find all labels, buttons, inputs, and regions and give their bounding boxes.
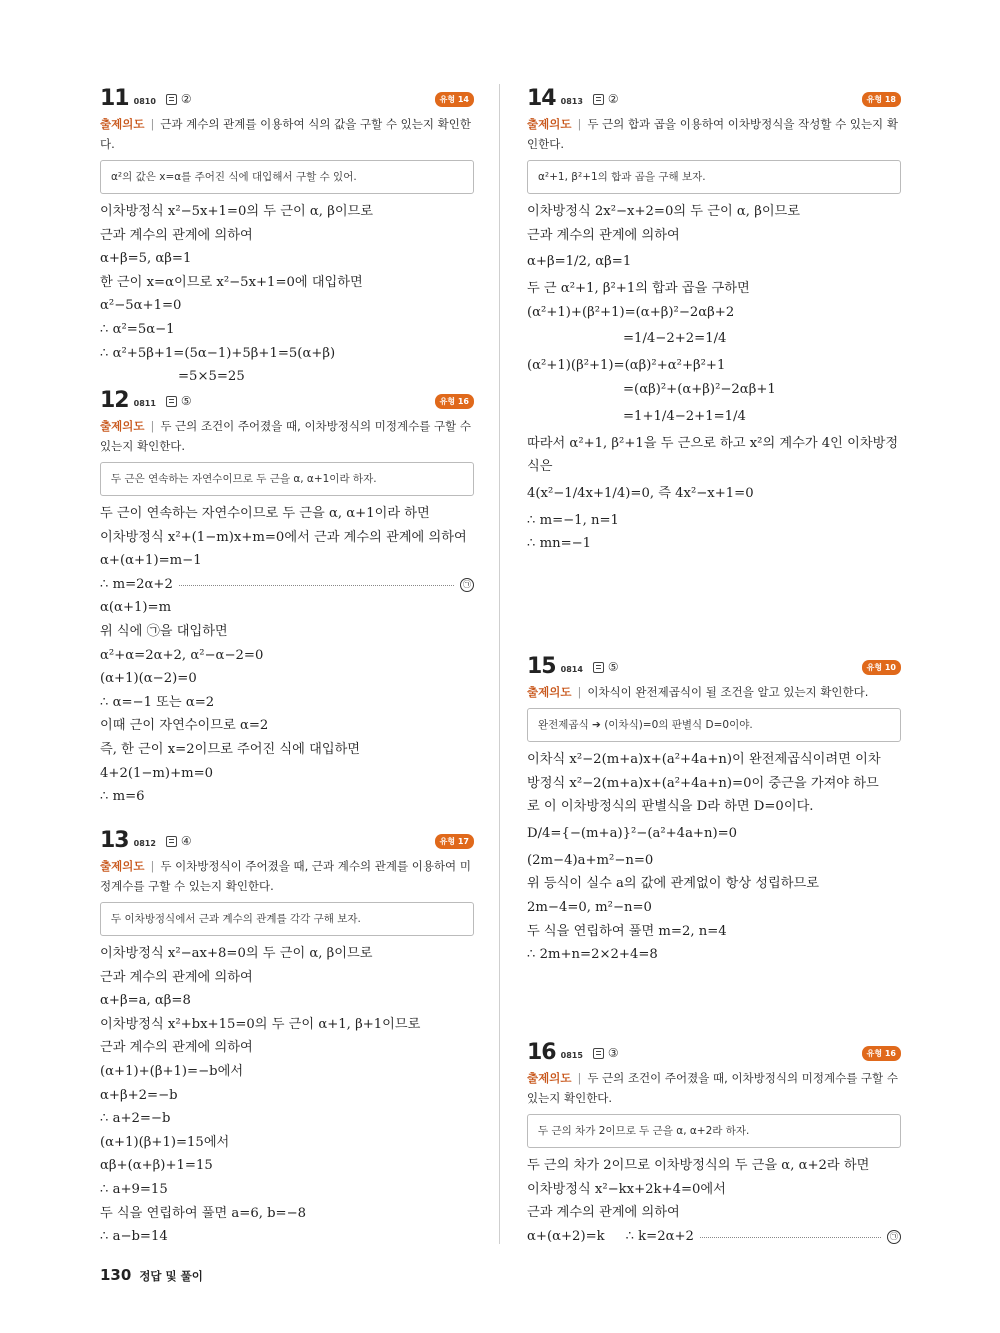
solution-line: 이차방정식 x²+bx+15=0의 두 근이 α+1, β+1이므로	[100, 1016, 421, 1032]
circled-mark: ㉠	[460, 578, 474, 592]
problem-11	[100, 84, 474, 386]
intent-text: 두 근의 합과 곱을 이용하여 이차방정식을 작성할 수 있는지 확인한다.	[527, 117, 898, 151]
solution-line: 이차방정식 2x²−x+2=0의 두 근이 α, β이므로	[527, 204, 801, 219]
solution-line: (α+1)(α−2)=0	[100, 671, 197, 687]
intent-text: 두 이차방정식이 주어졌을 때, 근과 계수의 관계를 이용하여 미정계수를 구할 수 있는지 확인한다.	[100, 859, 471, 893]
solution-line: 두 근의 차가 2이므로 이차방정식의 두 근을 α, α+2라 하면	[527, 1158, 870, 1173]
solution-line: α+β=5, αβ=1	[100, 251, 192, 267]
problem-code: 0814	[560, 664, 583, 674]
hint-box: α²의 값은 x=α를 주어진 식에 대입해서 구할 수 있어.	[100, 160, 474, 194]
solution-line: 이차방정식 x²−kx+2k+4=0에서	[527, 1181, 726, 1197]
solution-line: 4+2(1−m)+m=0	[100, 765, 214, 781]
solution-line: ∴ a+2=−b	[100, 1111, 171, 1127]
problem-15	[527, 652, 901, 1038]
solution-line: αβ+(α+β)+1=15	[100, 1158, 213, 1174]
answer-value: ③	[607, 1046, 619, 1060]
solution-line: (α+1)+(β+1)=−b에서	[100, 1063, 244, 1079]
intent-text: 근과 계수의 관계를 이용하여 식의 값을 구할 수 있는지 확인한다.	[100, 117, 471, 151]
solution-line: 위 등식이 실수 a의 값에 관계없이 항상 성립하므로	[527, 876, 819, 892]
solution-line: 한 근이 x=α이므로 x²−5x+1=0에 대입하면	[100, 274, 363, 290]
problem-code: 0810	[133, 96, 156, 106]
answer-icon	[166, 836, 177, 847]
dot-leader	[179, 584, 454, 586]
circled-mark: ㉠	[887, 1230, 901, 1244]
problem-number: 12	[100, 387, 129, 413]
intent: 출제의도 | 두 근의 합과 곱을 이용하여 이차방정식을 작성할 수 있는지 확인한다.	[527, 117, 898, 151]
solution	[100, 942, 474, 1249]
answer-icon	[166, 396, 177, 407]
solution-line: 이차방정식 x²−ax+8=0의 두 근이 α, β이므로	[100, 946, 373, 961]
solution	[100, 200, 474, 389]
intent-text: 두 근의 조건이 주어졌을 때, 이차방정식의 미정계수를 구할 수 있는지 확인한다.	[527, 1071, 898, 1105]
solution-line-text: α+(α+2)=k ∴ k=2α+2	[527, 1228, 694, 1244]
problem-header	[527, 84, 901, 112]
solution-line: ∴ 2m+n=2×2+4=8	[527, 947, 658, 963]
hint-box: 두 이차방정식에서 근과 계수의 관계를 각각 구해 보자.	[100, 902, 474, 936]
solution-line: (2m−4)a+m²−n=0	[527, 852, 654, 868]
answer-value: ④	[180, 834, 192, 848]
solution-line: 이차식 x²−2(m+a)x+(a²+4a+n)이 완전제곱식이려면 이차	[527, 752, 881, 767]
solution-line: α+β=1/2, αβ=1	[527, 254, 632, 270]
solution-line: ∴ m=6	[100, 789, 145, 805]
solution-line: ∴ α=−1 또는 α=2	[100, 694, 215, 710]
type-badge: 유형 14	[435, 92, 474, 107]
problem-code: 0811	[133, 398, 156, 408]
solution-line: α+β+2=−b	[100, 1087, 178, 1103]
intent: 출제의도 | 두 근의 조건이 주어졌을 때, 이차방정식의 미정계수를 구할 수 있는지 확인한다.	[527, 1071, 898, 1105]
solution-line: 이차방정식 x²−5x+1=0의 두 근이 α, β이므로	[100, 204, 374, 219]
solution-line: =(αβ)²+(α+β)²−2αβ+1	[623, 381, 776, 397]
solution-line: α+(α+1)=m−1	[100, 553, 202, 569]
intent-text: 이차식이 완전제곱식이 될 조건을 알고 있는지 확인한다.	[587, 685, 869, 699]
solution-line: 4(x²−1/4x+1/4)=0, 즉 4x²−x+1=0	[527, 485, 754, 501]
problem-12	[100, 386, 474, 826]
solution	[527, 748, 901, 967]
problem-number: 13	[100, 827, 129, 853]
solution-line: 두 근이 연속하는 자연수이므로 두 근을 α, α+1이라 하면	[100, 506, 430, 521]
hint-box: 두 근은 연속하는 자연수이므로 두 근을 α, α+1이라 하자.	[100, 462, 474, 496]
solution	[527, 1154, 901, 1248]
solution	[100, 502, 474, 809]
intent: 출제의도 | 두 근의 조건이 주어졌을 때, 이차방정식의 미정계수를 구할 수 있는지 확인한다.	[100, 419, 471, 453]
type-badge: 유형 16	[862, 1046, 901, 1061]
solution-line: 방정식 x²−2(m+a)x+(a²+4a+n)=0이 중근을 가져야 하므	[527, 775, 879, 791]
problem-header	[527, 1038, 901, 1066]
intent-label: 출제의도	[100, 117, 145, 131]
solution-line: 두 근 α²+1, β²+1의 합과 곱을 구하면	[527, 281, 750, 297]
page-footer	[100, 1266, 203, 1284]
problem-code: 0813	[560, 96, 583, 106]
solution-line: 로 이 이차방정식의 판별식을 D라 하면 D=0이다.	[527, 799, 814, 815]
problem-14	[527, 84, 901, 652]
hint-box: 두 근의 차가 2이므로 두 근을 α, α+2라 하자.	[527, 1114, 901, 1148]
intent: 출제의도 | 두 이차방정식이 주어졌을 때, 근과 계수의 관계를 이용하여 미정계수를 구할 수 있는지 확인한다.	[100, 859, 471, 893]
answer-icon	[166, 94, 177, 105]
left-column	[100, 84, 474, 1249]
solution-line: 두 식을 연립하여 풀면 m=2, n=4	[527, 923, 727, 939]
answer-value: ⑤	[180, 394, 192, 408]
solution-line: ∴ m=−1, n=1	[527, 512, 619, 528]
solution-line: ∴ α²=5α−1	[100, 321, 175, 337]
intent: 출제의도 | 이차식이 완전제곱식이 될 조건을 알고 있는지 확인한다.	[527, 685, 869, 699]
problem-number: 15	[527, 653, 556, 679]
solution-line: (α²+1)+(β²+1)=(α+β)²−2αβ+2	[527, 304, 735, 320]
solution-line: 이때 근이 자연수이므로 α=2	[100, 718, 269, 734]
solution-line: ∴ a+9=15	[100, 1181, 168, 1197]
column-divider	[499, 84, 500, 1244]
type-badge: 유형 10	[862, 660, 901, 675]
answer-value: ②	[607, 92, 619, 106]
solution-line: 근과 계수의 관계에 의하여	[100, 1040, 253, 1056]
intent-label: 출제의도	[100, 419, 145, 433]
solution-line: =1/4−2+2=1/4	[623, 331, 727, 347]
solution-line: =1+1/4−2+1=1/4	[623, 408, 746, 424]
problem-code: 0815	[560, 1050, 583, 1060]
problem-number: 16	[527, 1039, 556, 1065]
answer-icon	[593, 1048, 604, 1059]
solution-line: (α+1)(β+1)=15에서	[100, 1134, 230, 1150]
solution-line: 즉, 한 근이 x=2이므로 주어진 식에 대입하면	[100, 741, 361, 757]
solution-line: D/4={−(m+a)}²−(a²+4a+n)=0	[527, 825, 738, 841]
type-badge: 유형 17	[435, 834, 474, 849]
type-badge: 유형 16	[435, 394, 474, 409]
problem-code: 0812	[133, 838, 156, 848]
solution-line	[100, 573, 474, 597]
solution-line: 근과 계수의 관계에 의하여	[527, 1205, 680, 1221]
problem-16	[527, 1038, 901, 1248]
type-badge: 유형 18	[862, 92, 901, 107]
solution-line: α(α+1)=m	[100, 600, 172, 616]
intent-label: 출제의도	[527, 1071, 572, 1085]
right-column	[527, 84, 901, 1248]
solution-line: (α²+1)(β²+1)=(αβ)²+α²+β²+1	[527, 358, 726, 374]
problem-header	[100, 826, 474, 854]
solution-line: ∴ mn=−1	[527, 536, 592, 552]
solution-line-text: ∴ m=2α+2	[100, 576, 173, 592]
answer-icon	[593, 662, 604, 673]
solution-line: 근과 계수의 관계에 의하여	[100, 227, 253, 243]
solution-line: 두 식을 연립하여 풀면 a=6, b=−8	[100, 1205, 307, 1221]
solution-line	[527, 1225, 901, 1249]
hint-box: α²+1, β²+1의 합과 곱을 구해 보자.	[527, 160, 901, 194]
solution-line: α+β=a, αβ=8	[100, 993, 191, 1009]
intent-label: 출제의도	[527, 685, 572, 699]
problem-header	[527, 652, 901, 680]
problem-13	[100, 826, 474, 1249]
answer-value: ②	[180, 92, 192, 106]
dot-leader	[700, 1236, 881, 1238]
solution-line: 근과 계수의 관계에 의하여	[100, 969, 253, 985]
problem-header	[100, 84, 474, 112]
solution-line: α²−5α+1=0	[100, 298, 182, 314]
solution-line: 위 식에 ㉠을 대입하면	[100, 623, 228, 639]
solution-line: 2m−4=0, m²−n=0	[527, 899, 652, 915]
problem-number: 11	[100, 85, 129, 111]
solution-line: 식은	[527, 459, 553, 475]
intent-label: 출제의도	[527, 117, 572, 131]
problem-number: 14	[527, 85, 556, 111]
solution	[527, 200, 901, 556]
solution-line: 이차방정식 x²+(1−m)x+m=0에서 근과 계수의 관계에 의하여	[100, 529, 467, 545]
problem-header	[100, 386, 474, 414]
intent-label: 출제의도	[100, 859, 145, 873]
intent-text: 두 근의 조건이 주어졌을 때, 이차방정식의 미정계수를 구할 수 있는지 확인한다.	[100, 419, 471, 453]
solution-line: =5×5=25	[178, 369, 245, 385]
answer-value: ⑤	[607, 660, 619, 674]
solution-line: ∴ α²+5β+1=(5α−1)+5β+1=5(α+β)	[100, 345, 336, 361]
intent: 출제의도 | 근과 계수의 관계를 이용하여 식의 값을 구할 수 있는지 확인한다.	[100, 117, 471, 151]
solution-line: 따라서 α²+1, β²+1을 두 근으로 하고 x²의 계수가 4인 이차방정	[527, 435, 899, 451]
solution-line: 근과 계수의 관계에 의하여	[527, 227, 680, 243]
page-number: 130	[100, 1266, 132, 1284]
answer-icon	[593, 94, 604, 105]
hint-box: 완전제곱식 ➔ (이차식)=0의 판별식 D=0이야.	[527, 708, 901, 742]
solution-line: α²+α=2α+2, α²−α−2=0	[100, 647, 264, 663]
solution-line: ∴ a−b=14	[100, 1229, 168, 1245]
page-section-label: 정답 및 풀이	[139, 1269, 203, 1283]
